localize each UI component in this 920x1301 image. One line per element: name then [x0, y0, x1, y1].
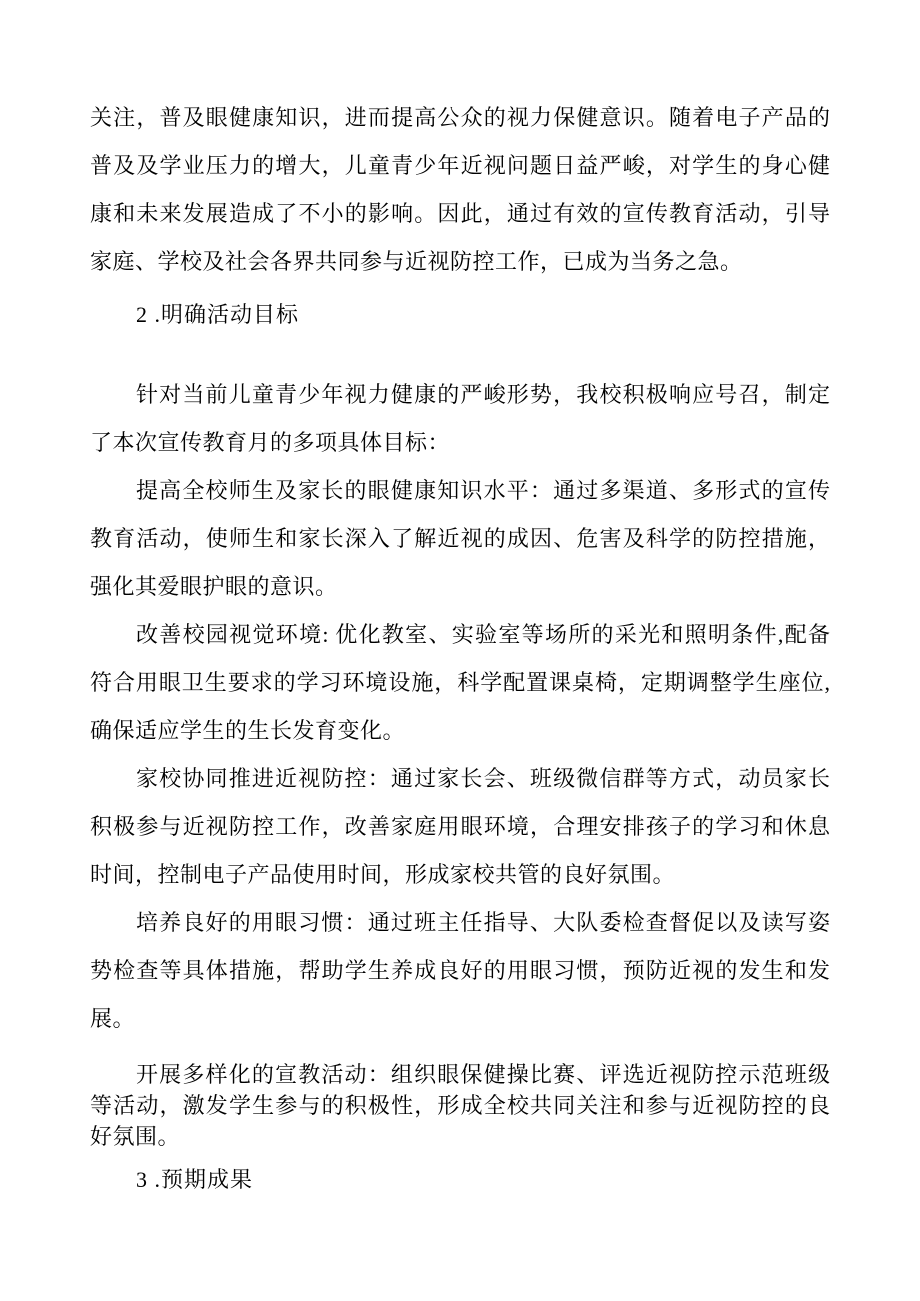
- heading-text: 3 .预期成果: [136, 1167, 254, 1192]
- text-line: 积极参与近视防控工作，改善家庭用眼环境，合理安排孩子的学习和休息: [90, 814, 830, 839]
- paragraph-goal-knowledge: [90, 467, 830, 611]
- text-line: 家庭、学校及社会各界共同参与近视防控工作，已成为当务之急。: [90, 249, 743, 274]
- text-line: 确保适应学生的生长发育变化。: [90, 718, 406, 743]
- heading-text: 2 .明确活动目标: [136, 302, 300, 327]
- paragraph-goal-intro: [90, 371, 830, 467]
- heading-activity-goals: [90, 291, 830, 339]
- text-line: 家校协同推进近视防控：通过家长会、班级微信群等方式，动员家长: [136, 766, 830, 791]
- text-line: 普及及学业压力的增大，儿童青少年近视问题日益严峻，对学生的身心健: [90, 153, 830, 178]
- text-line: 教育活动，使师生和家长深入了解近视的成因、危害及科学的防控措施，: [90, 526, 830, 551]
- paragraph-goal-activities: [90, 1059, 830, 1152]
- text-line: 势检查等具体措施，帮助学生养成良好的用眼习惯，预防近视的发生和发: [90, 958, 830, 983]
- text-line: 针对当前儿童青少年视力健康的严峻形势，我校积极响应号召，制定: [136, 382, 830, 407]
- text-line: 符合用眼卫生要求的学习环境设施，科学配置课桌椅，定期调整学生座位,: [90, 670, 830, 695]
- paragraph-goal-eye-habits: [90, 899, 830, 1043]
- paragraph-overview-continued: [90, 94, 830, 286]
- text-line: 强化其爱眼护眼的意识。: [90, 574, 338, 599]
- text-line: 等活动，激发学生参与的积极性，形成全校共同关注和参与近视防控的良: [90, 1093, 830, 1118]
- text-line: 康和未来发展造成了不小的影响。因此，通过有效的宣传教育活动，引导: [90, 201, 830, 226]
- text-line: 开展多样化的宣教活动：组织眼保健操比赛、评选近视防控示范班级: [136, 1062, 830, 1087]
- text-line: 关注，普及眼健康知识，进而提高公众的视力保健意识。随着电子产品的: [90, 105, 830, 130]
- text-line: 时间，控制电子产品使用时间，形成家校共管的良好氛围。: [90, 862, 676, 887]
- text-line: 提高全校师生及家长的眼健康知识水平：通过多渠道、多形式的宣传: [136, 478, 830, 503]
- text-line: 培养良好的用眼习惯：通过班主任指导、大队委检查督促以及读写姿: [136, 910, 830, 935]
- paragraph-goal-family-school: [90, 755, 830, 899]
- text-line: 好氛围。: [90, 1124, 181, 1149]
- paragraph-goal-campus-environment: [90, 611, 830, 755]
- heading-expected-results: [90, 1156, 830, 1204]
- text-line: 了本次宣传教育月的多项具体目标：: [90, 430, 451, 455]
- text-line: 改善校园视觉环境: 优化教室、实验室等场所的采光和照明条件,配备: [136, 622, 830, 647]
- text-line: 展。: [90, 1006, 136, 1031]
